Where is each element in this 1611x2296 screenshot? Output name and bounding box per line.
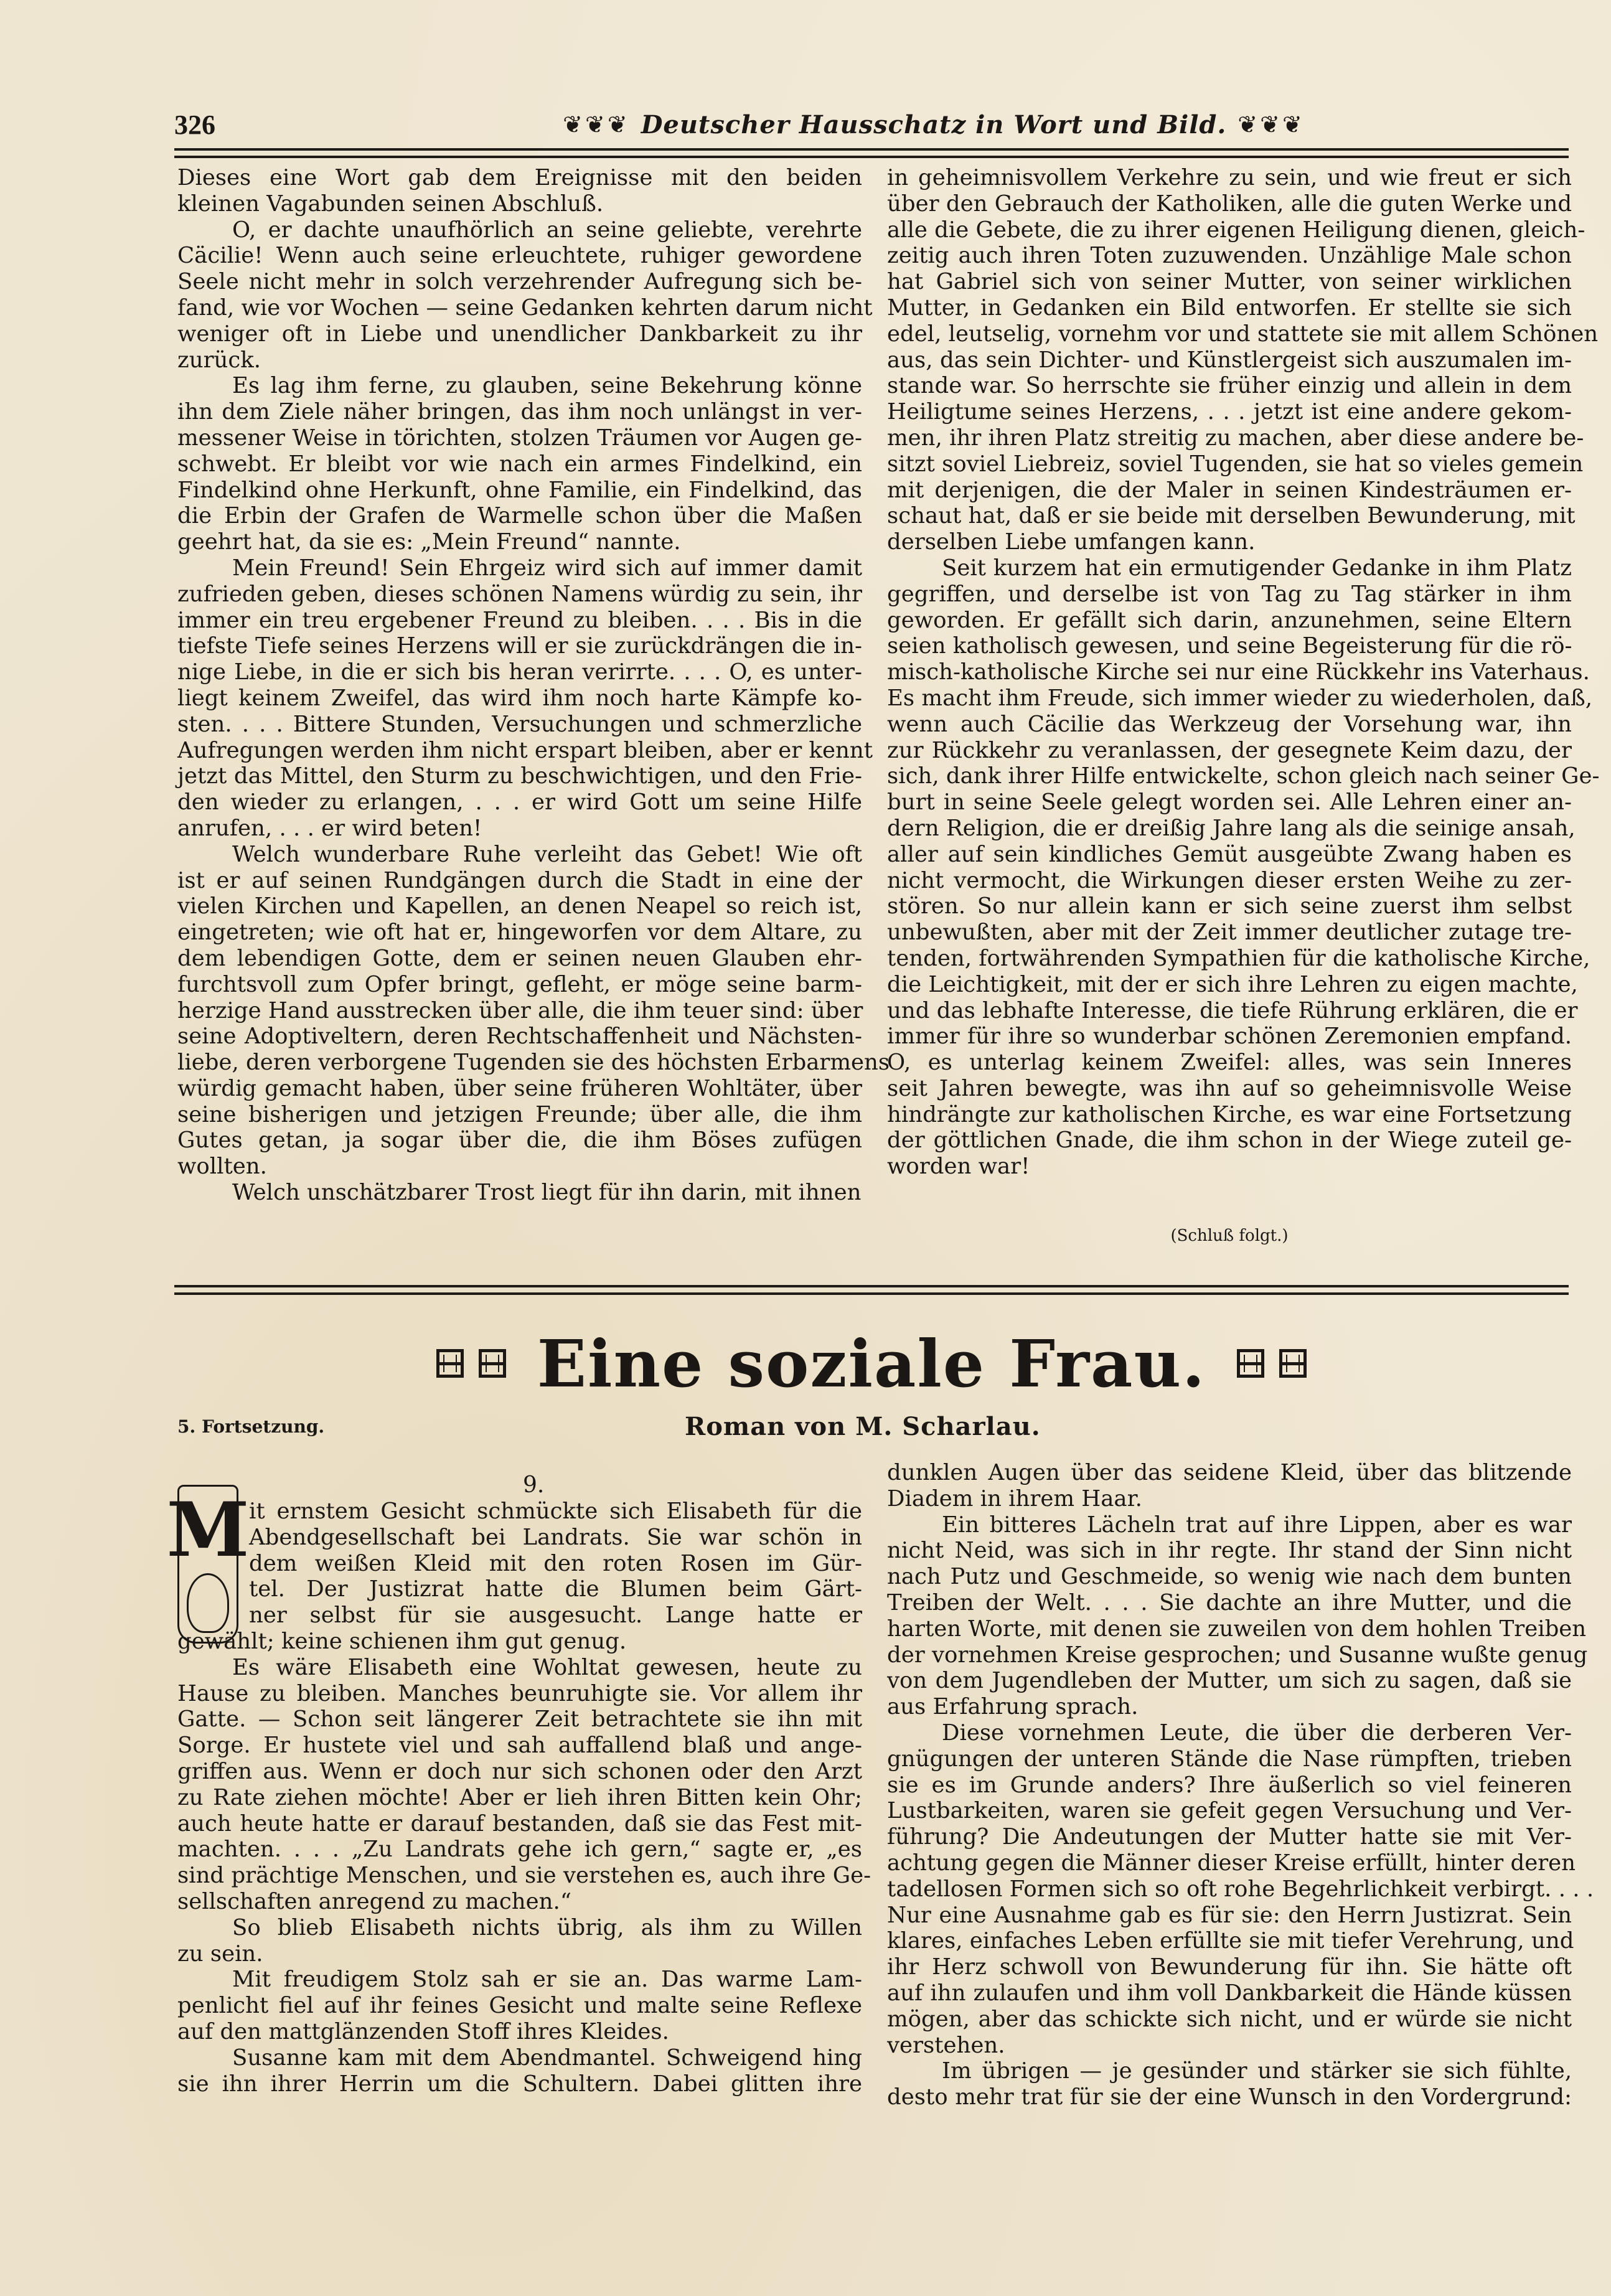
text-line: aus Erfahrung sprach. (887, 1694, 1139, 1720)
header-rule-bottom (174, 156, 1569, 158)
text-line: sie ihn ihrer Herrin um die Schultern. Dabei glitten ihre (177, 2071, 862, 2097)
story-title-block (174, 1320, 1569, 1407)
previous-story-left-column (177, 165, 890, 1206)
text-line: auf den mattglänzenden Stoff ihres Kleides. (177, 2018, 669, 2044)
text-line: furchtsvoll zum Opfer bringt, gefleht, er möge seine barm- (177, 971, 862, 997)
text-line: zu Rate ziehen möchte! Aber er lieh ihren Bitten kein Ohr; (177, 1784, 862, 1810)
text-line: ist er auf seinen Rundgängen durch die Stadt in eine der (177, 867, 862, 893)
text-line: nige Liebe, in die er sich bis heran verirrte. . . . O, es unter- (177, 659, 862, 685)
text-line: nach Putz und Geschmeide, so wenig wie nach dem bunten (887, 1564, 1572, 1590)
text-line: liegt keinem Zweifel, das wird ihm noch harte Kämpfe ko- (177, 685, 862, 711)
text-line: Cäcilie! Wenn auch seine erleuchtete, ruhiger gewordene (177, 243, 862, 269)
text-line: achtung gegen die Männer dieser Kreise erfüllt, hinter deren (887, 1850, 1576, 1876)
text-line: nicht Neid, was sich in ihr regte. Ihr stand der Sinn nicht (887, 1538, 1572, 1564)
text-line: dern Religion, die er dreißig Jahre lang als die seinige ansah, (887, 815, 1576, 841)
decorative-box-icon (1279, 1349, 1307, 1378)
text-line: edel, leutselig, vornehm vor und stattete sie mit allem Schönen (887, 321, 1599, 347)
text-line: zeitig auch ihren Toten zuzuwenden. Unzählige Male schon (887, 243, 1572, 269)
text-line: schwebt. Er bleibt vor wie nach ein armes Findelkind, ein (177, 451, 862, 477)
text-line: Susanne kam mit dem Abendmantel. Schweigend hing (232, 2044, 862, 2071)
text-line: dem weißen Kleid mit den roten Rosen im Gür- (249, 1550, 862, 1576)
text-line: immer ein treu ergebener Freund zu bleiben. . . . Bis in die (177, 607, 862, 633)
text-line: seine Adoptiveltern, deren Rechtschaffenheit und Nächsten- (177, 1023, 862, 1050)
text-line: vielen Kirchen und Kapellen, an denen Neapel so reich ist, (177, 893, 862, 920)
byline: Roman von M. Scharlau. (685, 1412, 1041, 1441)
text-line: anrufen, . . . er wird beten! (177, 815, 482, 841)
text-line: Sorge. Er hustete viel und sah auffallend blaß und ange- (177, 1733, 862, 1759)
text-line: O, er dachte unaufhörlich an seine geliebte, verehrte (232, 217, 862, 243)
text-line: Findelkind ohne Herkunft, ohne Familie, ein Findelkind, das (177, 477, 862, 503)
text-line: Seit kurzem hat ein ermutigender Gedanke in ihm Platz (942, 555, 1572, 581)
running-title: Deutscher Hausschatz in Wort und Bild. (641, 110, 1227, 139)
running-title-group (305, 110, 1562, 139)
text-line: wollten. (177, 1154, 267, 1180)
text-line: ner selbst für sie ausgesucht. Lange hatte er (249, 1602, 862, 1629)
text-line: Es macht ihm Freude, sich immer wieder zu wiederholen, daß, (887, 685, 1592, 711)
text-line: harten Worte, mit denen sie zuweilen von dem hohlen Treiben (887, 1616, 1587, 1642)
installment-label: 5. Fortsetzung. (177, 1416, 325, 1437)
text-line: dunklen Augen über das seidene Kleid, über das blitzende (887, 1460, 1572, 1485)
text-line: zurück. (177, 347, 261, 373)
text-line: die Leichtigkeit, mit der er sich ihre Lehren zu eigen machte, (887, 971, 1578, 997)
text-line: geehrt hat, da sie es: „Mein Freund“ nannte. (177, 529, 681, 555)
text-line: worden war! (887, 1154, 1030, 1180)
text-line: Es lag ihm ferne, zu glauben, seine Bekehrung könne (232, 373, 862, 399)
chapter-number: 9. (523, 1472, 545, 1498)
text-line: gnügungen der unteren Stände die Nase rümpften, trieben (887, 1746, 1572, 1772)
text-line: zu sein. (177, 1941, 263, 1967)
text-line: hindrängte zur katholischen Kirche, es war eine Fortsetzung (887, 1101, 1572, 1127)
text-line: sellschaften anregend zu machen.“ (177, 1888, 571, 1914)
text-line: zur Rückkehr zu veranlassen, der gesegnete Keim dazu, der (887, 737, 1572, 763)
text-line: alle die Gebete, die zu ihrer eigenen Heiligung dienen, gleich- (887, 217, 1585, 243)
text-line: seien katholisch gewesen, und seine Begeisterung für die rö- (887, 633, 1572, 659)
text-line: Ein bitteres Lächeln trat auf ihre Lippen, aber es war (942, 1512, 1572, 1538)
text-line: zufrieden geben, dieses schönen Namens würdig zu sein, ihr (177, 581, 862, 607)
text-line: gewählt; keine schienen ihm gut genug. (177, 1628, 627, 1654)
text-line: Diadem in ihrem Haar. (887, 1485, 1142, 1512)
text-line: derselben Liebe umfangen kann. (887, 529, 1256, 555)
text-line: schaut hat, daß er sie beide mit derselben Bewunderung, mit (887, 503, 1576, 529)
text-line: ihn dem Ziele näher bringen, das ihm noch unlängst in ver- (177, 399, 862, 425)
text-line: Heiligtume seines Herzens, . . . jetzt ist eine andere gekom- (887, 399, 1572, 425)
text-line: Dieses eine Wort gab dem Ereignisse mit den beiden (177, 165, 862, 191)
text-line: weniger oft in Liebe und unendlicher Dankbarkeit zu ihr (177, 321, 862, 347)
text-line: stören. So nur allein kann er sich seine zuerst ihm selbst (887, 893, 1572, 920)
text-line: Es wäre Elisabeth eine Wohltat gewesen, heute zu (232, 1654, 862, 1680)
new-story-right-column (887, 1460, 1594, 2110)
text-line: unbewußten, aber mit der Zeit immer deutlicher zutage tre- (887, 920, 1572, 946)
text-line: gegriffen, und derselbe ist von Tag zu Tag stärker in ihm (887, 581, 1572, 607)
drop-cap-initial: M (177, 1485, 238, 1644)
section-rule-bottom (174, 1292, 1569, 1295)
story-title: Eine soziale Frau. (537, 1325, 1206, 1402)
text-line: stande war. So herrschte sie früher einzig und allein in dem (887, 373, 1572, 399)
text-line: immer für ihre so wunderbar schönen Zeremonien empfand. (887, 1023, 1572, 1050)
text-line: Welch wunderbare Ruhe verleiht das Gebet! Wie oft (232, 841, 862, 867)
text-line: ihr Herz schwoll von Bewunderung für ihn. Sie hätte oft (887, 1954, 1572, 1980)
text-line: der göttlichen Gnade, die ihm schon in der Wiege zuteil ge- (887, 1127, 1572, 1154)
text-line: misch-katholische Kirche sei nur eine Rückkehr ins Vaterhaus. (887, 659, 1590, 685)
text-line: Hause zu bleiben. Manches beunruhigte sie. Vor allem ihr (177, 1680, 862, 1706)
text-line: von dem Jugendleben der Mutter, um sich zu sagen, daß sie (887, 1668, 1572, 1694)
text-line: aller auf sein kindliches Gemüt ausgeübte Zwang haben es (887, 841, 1572, 867)
text-line: penlicht fiel auf ihr feines Gesicht und malte seine Reflexe (177, 1993, 862, 2019)
to-be-concluded-note: (Schluß folgt.) (1170, 1226, 1289, 1245)
header-rule-top (174, 148, 1569, 151)
text-line: mit derjenigen, die der Maler in seinen Kindesträumen er- (887, 477, 1572, 503)
text-line: sten. . . . Bittere Stunden, Versuchungen und schmerzliche (177, 711, 862, 737)
text-line: wenn auch Cäcilie das Werkzeug der Vorsehung war, ihn (887, 711, 1572, 737)
text-line: kleinen Vagabunden seinen Abschluß. (177, 191, 604, 217)
text-line: klares, einfaches Leben erfüllte sie mit tiefer Verehrung, und (887, 1928, 1574, 1954)
text-line: seit Jahren bewegte, was ihn auf so geheimnisvolle Weise (887, 1075, 1572, 1101)
text-line: über den Gebrauch der Katholiken, alle die guten Werke und (887, 191, 1572, 217)
text-line: burt in seine Seele gelegt worden sei. Alle Lehren einer an- (887, 789, 1572, 816)
text-line: verstehen. (887, 2032, 1005, 2058)
text-line: geworden. Er gefällt sich darin, anzunehmen, seine Eltern (887, 607, 1572, 633)
text-line: in geheimnisvollem Verkehre zu sein, und wie freut er sich (887, 165, 1572, 191)
text-line: den wieder zu erlangen, . . . er wird Gott um seine Hilfe (177, 789, 862, 816)
text-line: Gatte. — Schon seit längerer Zeit betrachtete sie ihn mit (177, 1706, 862, 1733)
text-line: mögen, aber das schickte sich nicht, und er würde sie nicht (887, 2006, 1572, 2032)
text-line: it ernstem Gesicht schmückte sich Elisabeth für die (249, 1499, 862, 1524)
page-number: 326 (174, 109, 215, 140)
text-line: Aufregungen werden ihm nicht erspart bleiben, aber er kennt (177, 737, 873, 763)
text-line: messener Weise in törichten, stolzen Träumen vor Augen ge- (177, 425, 862, 451)
text-line: aus, das sein Dichter- und Künstlergeist sich auszumalen im- (887, 347, 1572, 373)
text-line: auch heute hatte er darauf bestanden, daß sie das Fest mit- (177, 1810, 862, 1837)
text-line: Diese vornehmen Leute, die über die derberen Ver- (942, 1720, 1572, 1746)
text-line: O, es unterlag keinem Zweifel: alles, was sein Inneres (887, 1050, 1572, 1076)
text-line: tel. Der Justizrat hatte die Blumen beim Gärt- (249, 1576, 862, 1602)
text-line: sich, dank ihrer Hilfe entwickelte, schon gleich nach seiner Ge- (887, 763, 1600, 789)
ornament-left-icon: ❦❦❦ (563, 111, 630, 138)
text-line: Seele nicht mehr in solch verzehrender Aufregung sich be- (177, 269, 862, 295)
text-line: die Erbin der Grafen de Warmelle schon über die Maßen (177, 503, 862, 529)
text-line: sie es im Grunde anders? Ihre äußerlich so viel feineren (887, 1772, 1572, 1798)
text-line: men, ihr ihren Platz streitig zu machen, aber diese andere be- (887, 425, 1584, 451)
text-line: hat Gabriel sich von seiner Mutter, von seiner wirklichen (887, 269, 1572, 295)
text-line: Mit freudigem Stolz sah er sie an. Das warme Lam- (232, 1967, 862, 1993)
text-line: griffen aus. Wenn er doch nur sich schonen oder den Arzt (177, 1758, 862, 1784)
decorative-box-icon (1237, 1349, 1264, 1378)
previous-story-right-column (887, 165, 1600, 1180)
text-line: liebe, deren verborgene Tugenden sie des höchsten Erbarmens (177, 1050, 890, 1076)
text-line: jetzt das Mittel, den Sturm zu beschwichtigen, und den Frie- (177, 763, 862, 789)
text-line: herzige Hand ausstrecken über alle, die ihm teuer sind: über (177, 997, 863, 1023)
text-line: tenden, fortwährenden Sympathien für die katholische Kirche, (887, 945, 1590, 971)
text-line: Welch unschätzbarer Trost liegt für ihn darin, mit ihnen (232, 1180, 862, 1206)
text-line: und das lebhafte Interesse, die tiefe Rührung erklären, die er (887, 997, 1578, 1023)
text-line: Lustbarkeiten, waren sie gefeit gegen Versuchung und Ver- (887, 1798, 1572, 1824)
text-line: auf ihn zulaufen und ihm voll Dankbarkeit die Hände küssen (887, 1980, 1572, 2006)
text-line: führung? Die Andeutungen der Mutter hatte sie mit Ver- (887, 1824, 1572, 1850)
text-line: tadellosen Formen sich so oft rohe Begehrlichkeit verbirgt. . . . (887, 1876, 1594, 1902)
text-line: nicht vermocht, die Wirkungen dieser ersten Weihe zu zer- (887, 867, 1572, 893)
text-line: Abendgesellschaft bei Landrats. Sie war schön in (249, 1524, 862, 1550)
text-line: Mutter, in Gedanken ein Bild entworfen. Er stellte sie sich (887, 294, 1572, 321)
text-line: sitzt soviel Liebreiz, soviel Tugenden, sie hat so vieles gemein (887, 451, 1584, 477)
decorative-box-icon (436, 1349, 464, 1378)
text-line: fand, wie vor Wochen — seine Gedanken kehrten darum nicht (177, 294, 873, 321)
text-line: tiefste Tiefe seines Herzens will er sie zurückdrängen die in- (177, 633, 862, 659)
text-line: Im übrigen — je gesünder und stärker sie sich fühlte, (942, 2058, 1572, 2084)
text-line: dem lebendigen Gotte, dem er seinen neuen Glauben ehr- (177, 945, 862, 971)
new-story-left-column (177, 1499, 871, 2097)
ornament-right-icon: ❦❦❦ (1238, 111, 1305, 138)
text-line: machten. . . . „Zu Landrats gehe ich gern,“ sagte er, „es (177, 1837, 862, 1863)
text-line: sind prächtige Menschen, und sie verstehen es, auch ihre Ge- (177, 1863, 871, 1889)
text-line: So blieb Elisabeth nichts übrig, als ihm zu Willen (232, 1914, 862, 1941)
section-rule-top (174, 1285, 1569, 1287)
text-line: eingetreten; wie oft hat er, hingeworfen vor dem Altare, zu (177, 920, 862, 946)
text-line: Gutes getan, ja sogar über die, die ihm Böses zufügen (177, 1127, 862, 1154)
running-header (174, 103, 1562, 146)
text-line: Treiben der Welt. . . . Sie dachte an ihre Mutter, und die (887, 1589, 1572, 1616)
text-line: desto mehr trat für sie der eine Wunsch in den Vordergrund: (887, 2084, 1572, 2110)
text-line: der vornehmen Kreise gesprochen; und Susanne wußte genug (887, 1642, 1588, 1668)
text-line: Nur eine Ausnahme gab es für sie: den Herrn Justizrat. Sein (887, 1902, 1572, 1928)
text-line: seine bisherigen und jetzigen Freunde; über alle, die ihm (177, 1101, 862, 1127)
decorative-box-icon (479, 1349, 506, 1378)
text-line: Mein Freund! Sein Ehrgeiz wird sich auf immer damit (232, 555, 862, 581)
text-line: würdig gemacht haben, über seine früheren Wohltäter, über (177, 1075, 862, 1101)
